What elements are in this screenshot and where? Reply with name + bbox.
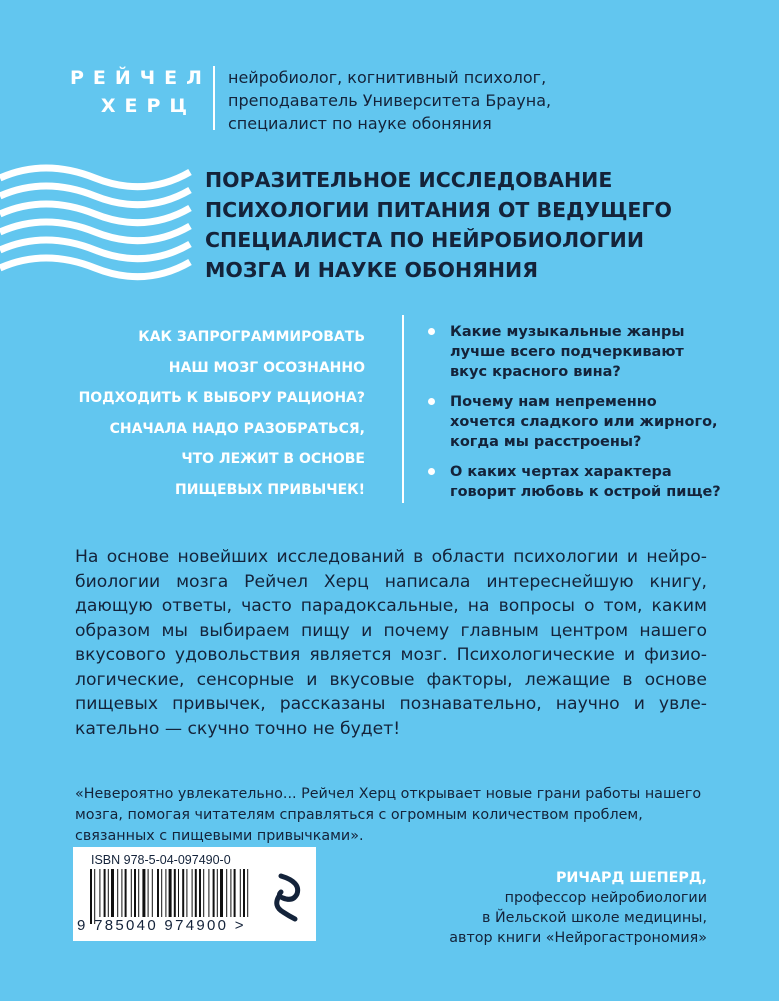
author-bio — [228, 66, 551, 135]
headline-line: СПЕЦИАЛИСТА ПО НЕЙРОБИОЛОГИИ — [205, 228, 644, 252]
reviewer-title: профессор нейробиологии — [504, 890, 707, 906]
headline-line: ПСИХОЛОГИИ ПИТАНИЯ ОТ ВЕДУЩЕГО — [205, 198, 672, 222]
headline-line: ПОРАЗИТЕЛЬНОЕ ИССЛЕДОВАНИЕ — [205, 168, 613, 192]
bio-line: специалист по науке обоняния — [228, 114, 492, 133]
teaser-line: НАШ МОЗГ ОСОЗНАННО — [168, 359, 365, 376]
headline — [205, 165, 672, 285]
bullet-item: Почему нам непременно хочется сладкого или жирного, когда мы расстроены? — [422, 392, 722, 452]
teaser-line: КАК ЗАПРОГРАММИРОВАТЬ — [138, 329, 365, 345]
author-last-name: ХЕРЦ — [100, 95, 196, 117]
bio-line: преподаватель Университета Брауна, — [228, 91, 552, 110]
quote-attribution — [449, 868, 707, 948]
description: На основе новейших исследований в области психологии и нейробиологии мозга Рейчел Херц написала интереснейшую книгу, дающую ответы, часто парадоксальные, на вопросы о том, каким образом мы выбираем пищу и почему главным центром нашего вкусового удовольствия является мозг. Психологические и физиологические, сенсорные и вкусовые факторы, лежащие в основе пищевых привычек, рассказаны познавательно, научно и увлекательно — скучно точно не будет! — [75, 547, 707, 739]
teaser-line: ПОДХОДИТЬ К ВЫБОРУ РАЦИОНА? — [78, 390, 365, 406]
barcode-box — [73, 847, 316, 941]
bullet-list — [422, 322, 722, 512]
isbn: ISBN 978-5-04-097490-0 — [91, 853, 231, 867]
bio-line: нейробиолог, когнитивный психолог, — [228, 68, 547, 87]
teaser-line: СНАЧАЛА НАДО РАЗОБРАТЬСЯ, — [109, 420, 365, 437]
barcode-digits: 9 785040 974900 > — [77, 917, 246, 934]
review-quote: «Невероятно увлекательно... Рейчел Херц открывает новые грани работы нашего мозга, помогая читателям справляться с огромным количеством проблем, связанных с пищевыми привычками». — [75, 786, 702, 844]
teaser-line: ЧТО ЛЕЖИТ В ОСНОВЕ — [181, 451, 365, 467]
barcode-icon — [90, 869, 255, 924]
reviewer-title: в Йельской школе медицины, — [481, 910, 707, 926]
reviewer-title: автор книги «Нейрогастрономия» — [449, 930, 707, 946]
publisher-logo-icon — [273, 872, 305, 922]
teaser-question — [60, 322, 365, 505]
divider — [213, 66, 215, 130]
author-first-name: РЕЙЧЕЛ — [70, 67, 211, 89]
headline-line: МОЗГА И НАУКЕ ОБОНЯНИЯ — [205, 258, 538, 282]
bullet-item: Какие музыкальные жанры лучше всего подчеркивают вкус красного вина? — [422, 322, 722, 382]
reviewer-name: РИЧАРД ШЕПЕРД, — [555, 870, 707, 886]
author-name — [70, 64, 211, 120]
divider — [402, 315, 404, 503]
teaser-line: ПИЩЕВЫХ ПРИВЫЧЕК! — [175, 481, 365, 498]
waves-decoration-icon — [0, 160, 195, 285]
bullet-item: О каких чертах характера говорит любовь к острой пище? — [422, 462, 722, 502]
